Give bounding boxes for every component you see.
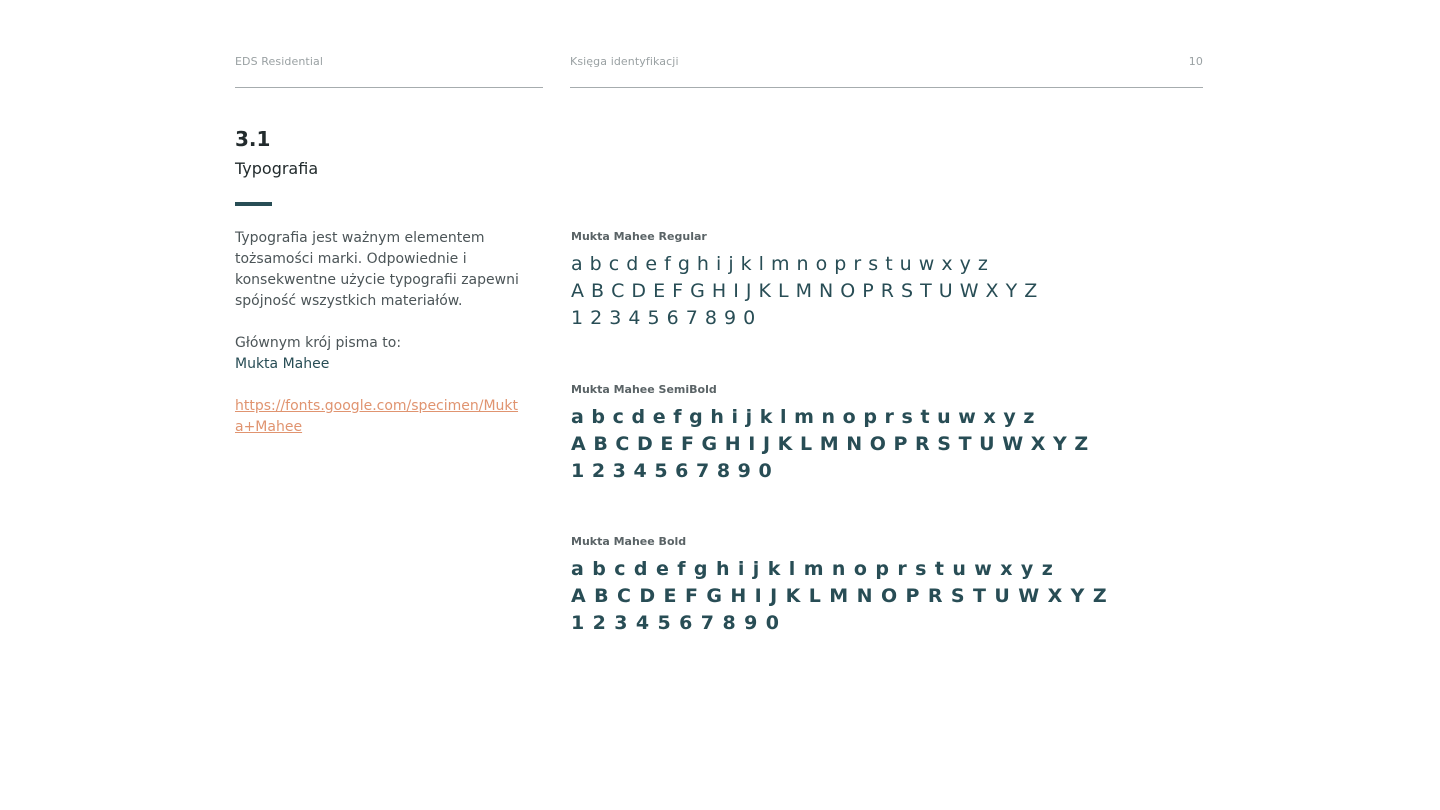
specimen-semibold [571,383,1171,485]
specimen-label: Mukta Mahee SemiBold [571,383,717,396]
specimen-uppercase: A B C D E F G H I J K L M N O P R S T U W X Y Z [571,280,1038,302]
header-document-title: Księga identyfikacji [570,55,679,68]
font-intro: Głównym krój pisma to: [235,335,402,351]
accent-bar [235,202,272,206]
font-name: Mukta Mahee [235,356,330,372]
font-link-paragraph [235,396,525,438]
header-divider-right [570,87,1203,88]
description-paragraph: Typografia jest ważnym elementem tożsamości marki. Odpowiednie i konsekwentne użycie typografii zapewni spójność wszystkich materiałów. [235,230,519,309]
specimen-label: Mukta Mahee Bold [571,535,687,548]
description-column [235,228,525,459]
font-info [235,333,525,375]
section-title: Typografia [235,159,319,178]
specimen-lowercase: a b c d e f g h i j k l m n o p r s t u w x y z [571,253,989,275]
specimen-lowercase: a b c d e f g h i j k l m n o p r s t u w x y z [571,558,1054,580]
specimen-bold [571,535,1171,637]
google-fonts-link[interactable]: https://fonts.google.com/specimen/Mukta+Mahee [235,398,519,435]
page-number: 10 [1188,55,1203,68]
specimen-uppercase: A B C D E F G H I J K L M N O P R S T U W X Y Z [571,585,1108,607]
specimen-label: Mukta Mahee Regular [571,230,707,243]
header-brand: EDS Residential [235,55,323,68]
specimen-regular [571,230,1171,332]
specimen-digits: 1 2 3 4 5 6 7 8 9 0 [571,460,773,482]
section-number: 3.1 [235,127,271,151]
specimen-uppercase: A B C D E F G H I J K L M N O P R S T U W X Y Z [571,433,1089,455]
header-divider-left [235,87,543,88]
specimen-digits: 1 2 3 4 5 6 7 8 9 0 [571,307,756,329]
specimen-digits: 1 2 3 4 5 6 7 8 9 0 [571,612,780,634]
specimen-lowercase: a b c d e f g h i j k l m n o p r s t u w x y z [571,406,1035,428]
